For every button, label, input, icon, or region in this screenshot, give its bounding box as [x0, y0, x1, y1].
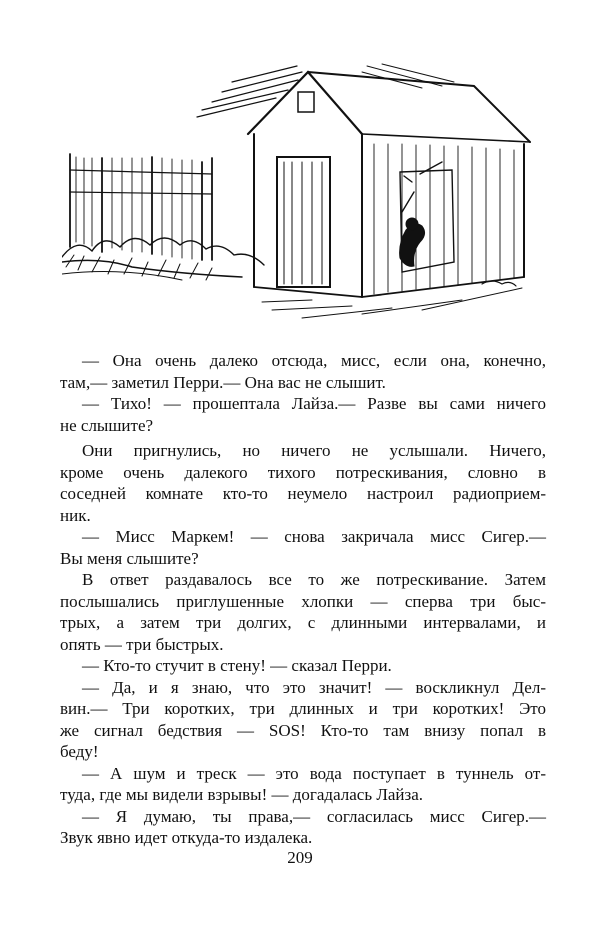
paragraph	[60, 677, 546, 763]
text-line: — Тихо! — прошептала Лайза.— Разве вы сами ничего	[82, 394, 546, 413]
text-line: — Она очень далеко отсюда, мисс, если она, конечно,	[82, 351, 546, 370]
text-line: соседней комнате кто-то неумело настроил радиоприем-	[60, 484, 546, 503]
barn-illustration	[62, 62, 550, 332]
text-line: беду!	[60, 742, 99, 761]
text-line: — Да, и я знаю, что это значит! — воскликнул Дел-	[82, 677, 546, 697]
paragraph	[60, 655, 546, 677]
paragraph	[60, 806, 546, 849]
text-line: кроме очень далекого тихого потрескивания, словно в	[60, 462, 546, 482]
paragraph	[60, 393, 546, 436]
text-line: туда, где мы видели взрывы! — догадалась Лайза.	[60, 785, 424, 804]
text-line: не слышите?	[60, 415, 154, 435]
text-line: В ответ раздавалось все то же потрескивание. Затем	[82, 570, 546, 589]
text-line: там,— заметил Перри.— Она вас не слышит.	[60, 372, 386, 392]
text-line: — А шум и треск — это вода поступает в туннель от-	[82, 763, 546, 783]
body-text	[60, 350, 546, 849]
text-line: ник.	[60, 505, 91, 525]
text-line: вин.— Три коротких, три длинных и три коротких! Это	[60, 699, 546, 718]
text-line: послышались приглушенные хлопки — сперва три быс-	[60, 591, 546, 611]
paragraph	[60, 763, 546, 806]
text-line: — Кто-то стучит в стену! — сказал Перри.	[82, 656, 392, 675]
paragraph	[60, 440, 546, 526]
text-line: опять — три быстрых.	[60, 634, 224, 654]
text-line: — Я думаю, ты права,— согласилась мисс Сигер.—	[82, 806, 546, 826]
text-line: трых, а затем три долгих, с длинными интервалами, и	[60, 613, 546, 632]
text-line: же сигнал бедствия — SOS! Кто-то там внизу попал в	[60, 720, 546, 740]
text-line: Они пригнулись, но ничего не услышали. Ничего,	[82, 441, 546, 460]
text-line: Вы меня слышите?	[60, 548, 199, 568]
text-line: Звук явно идет откуда-то издалека.	[60, 828, 313, 847]
page-number: 209	[287, 848, 313, 867]
paragraph	[60, 569, 546, 655]
paragraph	[60, 350, 546, 393]
paragraph	[60, 526, 546, 569]
text-line: — Мисс Маркем! — снова закричала мисс Сигер.—	[82, 527, 546, 546]
